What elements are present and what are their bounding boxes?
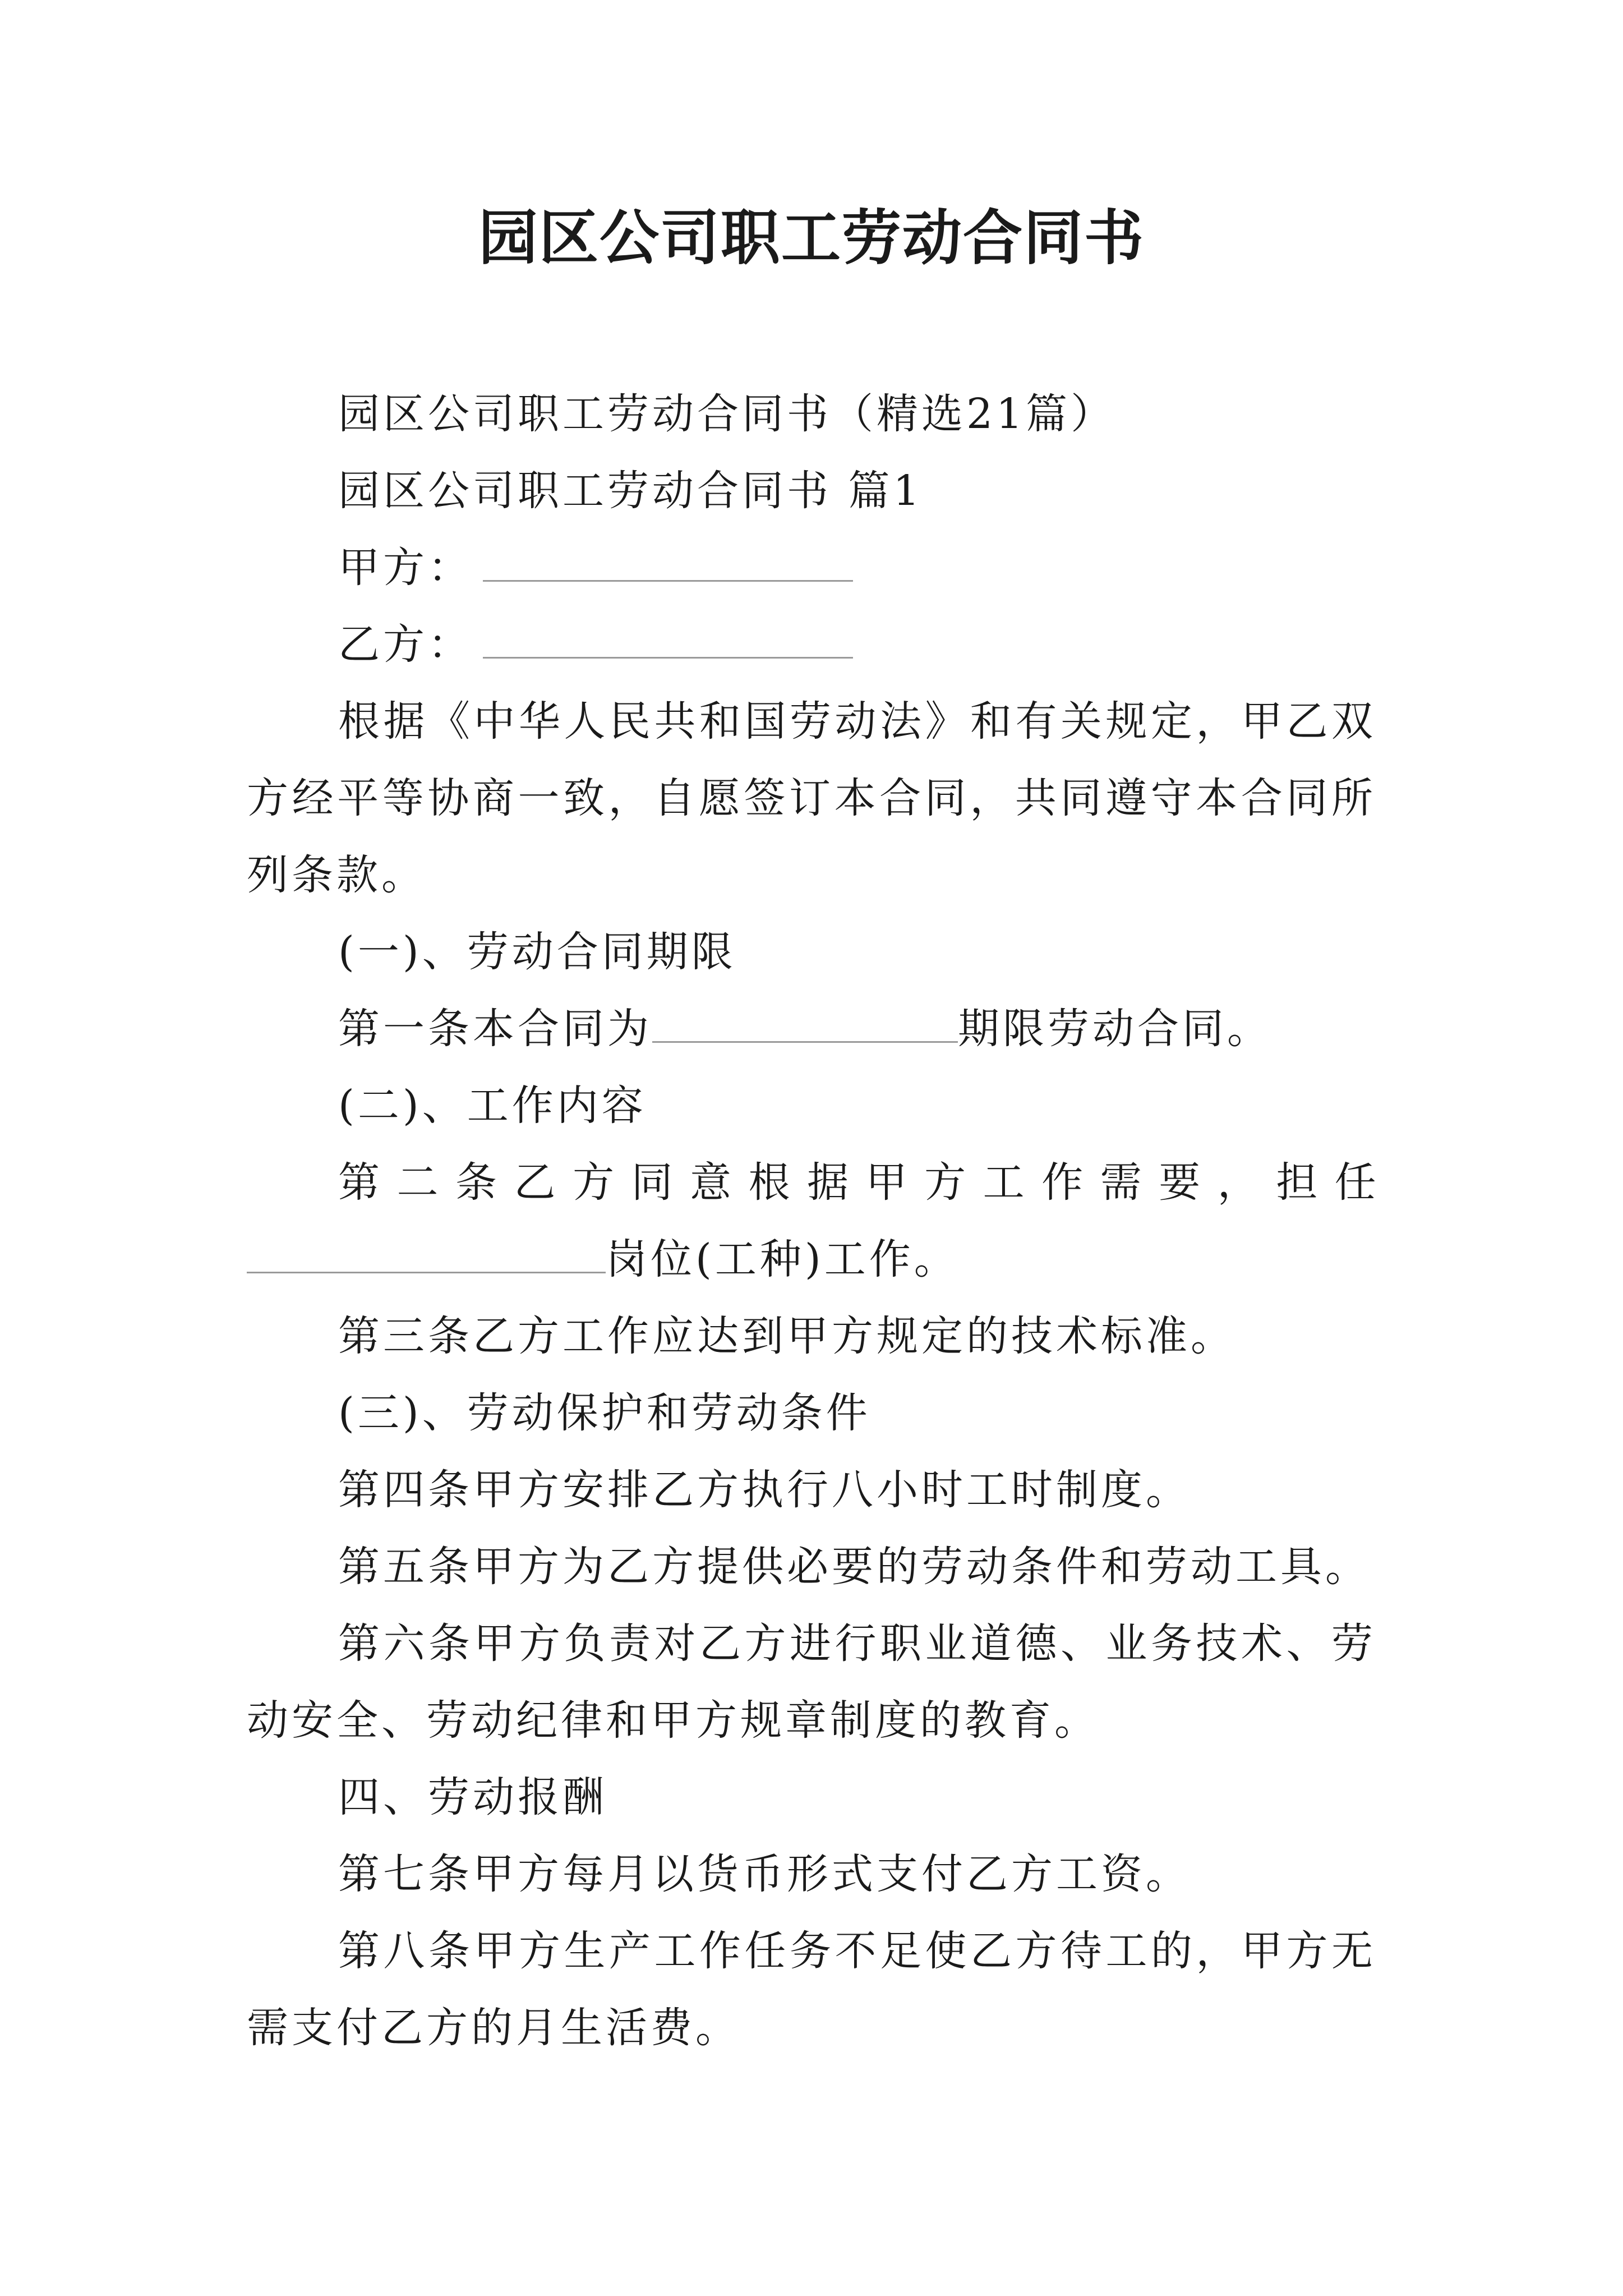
- document-subtitle: 园区公司职工劳动合同书（精选21篇）: [338, 390, 1116, 438]
- article2-char: 二: [396, 1158, 439, 1207]
- part-heading: 园区公司职工劳动合同书 篇1: [338, 467, 923, 515]
- article2-char: 任: [1334, 1158, 1376, 1207]
- article2-char: 担: [1276, 1158, 1318, 1207]
- party-b-line: [247, 606, 1376, 683]
- article2-char: 根: [748, 1158, 790, 1207]
- party-a-label: 甲方：: [338, 544, 473, 592]
- party-a-blank: [483, 541, 853, 582]
- article1-prefix: 第一条本合同为: [338, 1005, 652, 1053]
- article2-char: 甲: [865, 1158, 907, 1207]
- document-title: 园区公司职工劳动合同书: [478, 204, 1145, 273]
- article2-char: 需: [1100, 1158, 1142, 1207]
- article2-char: 条: [455, 1158, 497, 1207]
- article2-char: 第: [338, 1158, 380, 1207]
- party-a-line: [247, 530, 1376, 606]
- article3-paragraph: 第三条乙方工作应达到甲方规定的技术标准。: [338, 1312, 1235, 1360]
- preamble-paragraph: 根据《中华人民共和国劳动法》和有关规定，甲乙双方经平等协商一致，自愿签订本合同，共同遵守本合同所列条款。: [247, 697, 1376, 899]
- article4-paragraph: 第四条甲方安排乙方执行八小时工时制度。: [338, 1466, 1191, 1514]
- article7-paragraph: 第七条甲方每月以货币形式支付乙方工资。: [338, 1850, 1191, 1898]
- section1-heading: (一)、劳动合同期限: [338, 928, 736, 976]
- article1-suffix: 期限劳动合同。: [958, 1005, 1272, 1053]
- article2-char: ，: [1217, 1158, 1259, 1207]
- article2-char: 作: [1041, 1158, 1083, 1207]
- party-b-label: 乙方：: [338, 620, 473, 669]
- article2-char: 乙: [514, 1158, 556, 1207]
- article5-paragraph: 第五条甲方为乙方提供必要的劳动条件和劳动工具。: [338, 1543, 1370, 1591]
- article2-char: 方: [573, 1158, 615, 1207]
- article2-suffix: 岗位(工种)工作。: [606, 1235, 959, 1283]
- document-body: [247, 376, 1376, 2067]
- article1-line: [247, 991, 1376, 1068]
- article2-char: 工: [983, 1158, 1025, 1207]
- article2-char: 要: [1159, 1158, 1201, 1207]
- article1-blank: [652, 1002, 958, 1043]
- section2-heading: (二)、工作内容: [338, 1082, 647, 1130]
- article2-char: 同: [631, 1158, 673, 1207]
- article2-line: [247, 1144, 1376, 1221]
- section4-heading: 四、劳动报酬: [338, 1773, 607, 1821]
- article2-continuation: [247, 1221, 1376, 1298]
- party-b-blank: [483, 618, 853, 659]
- article2-char: 据: [807, 1158, 849, 1207]
- article2-char: 意: [690, 1158, 732, 1207]
- article2-blank: [247, 1232, 606, 1273]
- section3-heading: (三)、劳动保护和劳动条件: [338, 1389, 871, 1437]
- article6-paragraph: 第六条甲方负责对乙方进行职业道德、业务技术、劳动安全、劳动纪律和甲方规章制度的教育。: [247, 1619, 1376, 1745]
- article8-paragraph: 第八条甲方生产工作任务不足使乙方待工的，甲方无需支付乙方的月生活费。: [247, 1927, 1376, 2052]
- article2-char: 方: [924, 1158, 966, 1207]
